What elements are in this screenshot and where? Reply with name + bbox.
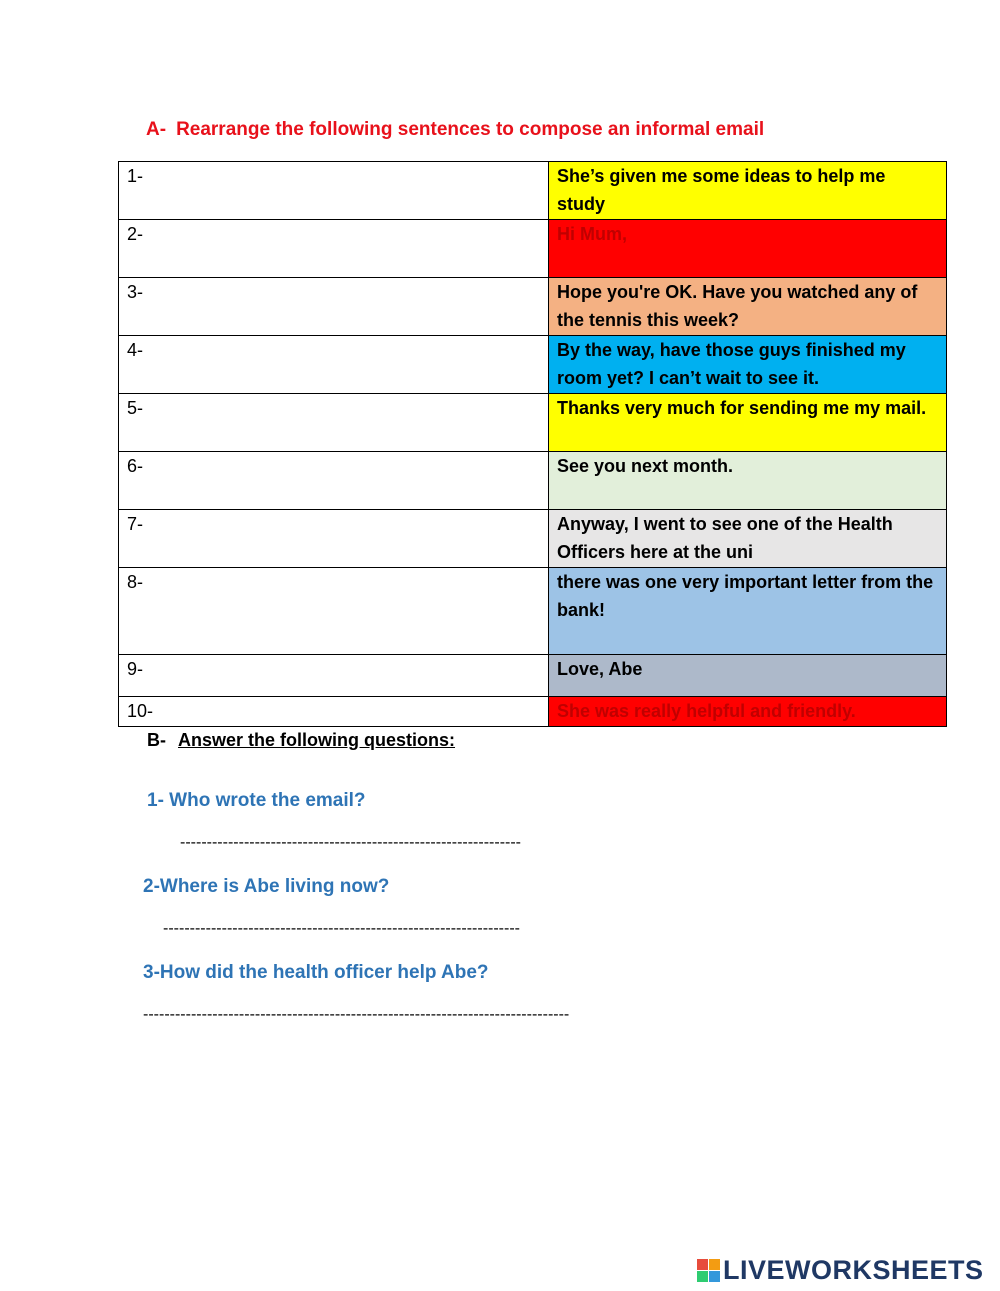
order-row <box>119 394 947 452</box>
section-a-heading <box>146 119 764 141</box>
order-number-cell[interactable]: 7- <box>119 510 549 568</box>
answer-line-3[interactable]: -------------------------------------------------------------------------------- <box>143 1006 570 1023</box>
sentence-cell[interactable]: Thanks very much for sending me my mail. <box>549 394 947 452</box>
section-a-number: A- <box>146 119 167 140</box>
sentence-cell[interactable]: Anyway, I went to see one of the Health Officers here at the uni <box>549 510 947 568</box>
order-number-cell[interactable]: 1- <box>119 162 549 220</box>
question-3: 3-How did the health officer help Abe? <box>143 962 489 983</box>
sentence-cell[interactable]: By the way, have those guys finished my room yet? I can’t wait to see it. <box>549 336 947 394</box>
liveworksheets-logo <box>697 1254 984 1286</box>
order-number-cell[interactable]: 2- <box>119 220 549 278</box>
sentence-cell[interactable]: Hope you're OK. Have you watched any of the tennis this week? <box>549 278 947 336</box>
order-row <box>119 655 947 697</box>
order-row <box>119 697 947 727</box>
sentence-cell[interactable]: She was really helpful and friendly. <box>549 697 947 727</box>
order-number-cell[interactable]: 5- <box>119 394 549 452</box>
question-1: 1- Who wrote the email? <box>147 790 366 811</box>
section-b-number: B- <box>147 730 166 750</box>
answer-line-1[interactable]: ---------------------------------------------------------------- <box>180 834 521 851</box>
answer-line-2[interactable]: ------------------------------------------------------------------- <box>163 920 520 937</box>
order-number-cell[interactable]: 6- <box>119 452 549 510</box>
sentence-cell[interactable]: Love, Abe <box>549 655 947 697</box>
section-b-heading <box>147 730 455 751</box>
order-row <box>119 220 947 278</box>
order-row <box>119 278 947 336</box>
question-2: 2-Where is Abe living now? <box>143 876 390 897</box>
sentence-order-table <box>118 161 947 727</box>
order-row <box>119 452 947 510</box>
liveworksheets-logo-icon <box>697 1259 720 1282</box>
sentence-cell[interactable]: She’s given me some ideas to help me study <box>549 162 947 220</box>
order-number-cell[interactable]: 8- <box>119 568 549 655</box>
sentence-cell[interactable]: Hi Mum, <box>549 220 947 278</box>
order-number-cell[interactable]: 3- <box>119 278 549 336</box>
order-row <box>119 510 947 568</box>
order-row <box>119 568 947 655</box>
section-b-title: Answer the following questions: <box>178 730 456 750</box>
order-row <box>119 162 947 220</box>
order-row <box>119 336 947 394</box>
section-a-title: Rearrange the following sentences to compose an informal email <box>176 119 765 140</box>
order-number-cell[interactable]: 10- <box>119 697 549 727</box>
order-number-cell[interactable]: 4- <box>119 336 549 394</box>
sentence-cell[interactable]: there was one very important letter from the bank! <box>549 568 947 655</box>
order-number-cell[interactable]: 9- <box>119 655 549 697</box>
logo-text: LIVEWORKSHEETS <box>723 1254 984 1285</box>
sentence-cell[interactable]: See you next month. <box>549 452 947 510</box>
